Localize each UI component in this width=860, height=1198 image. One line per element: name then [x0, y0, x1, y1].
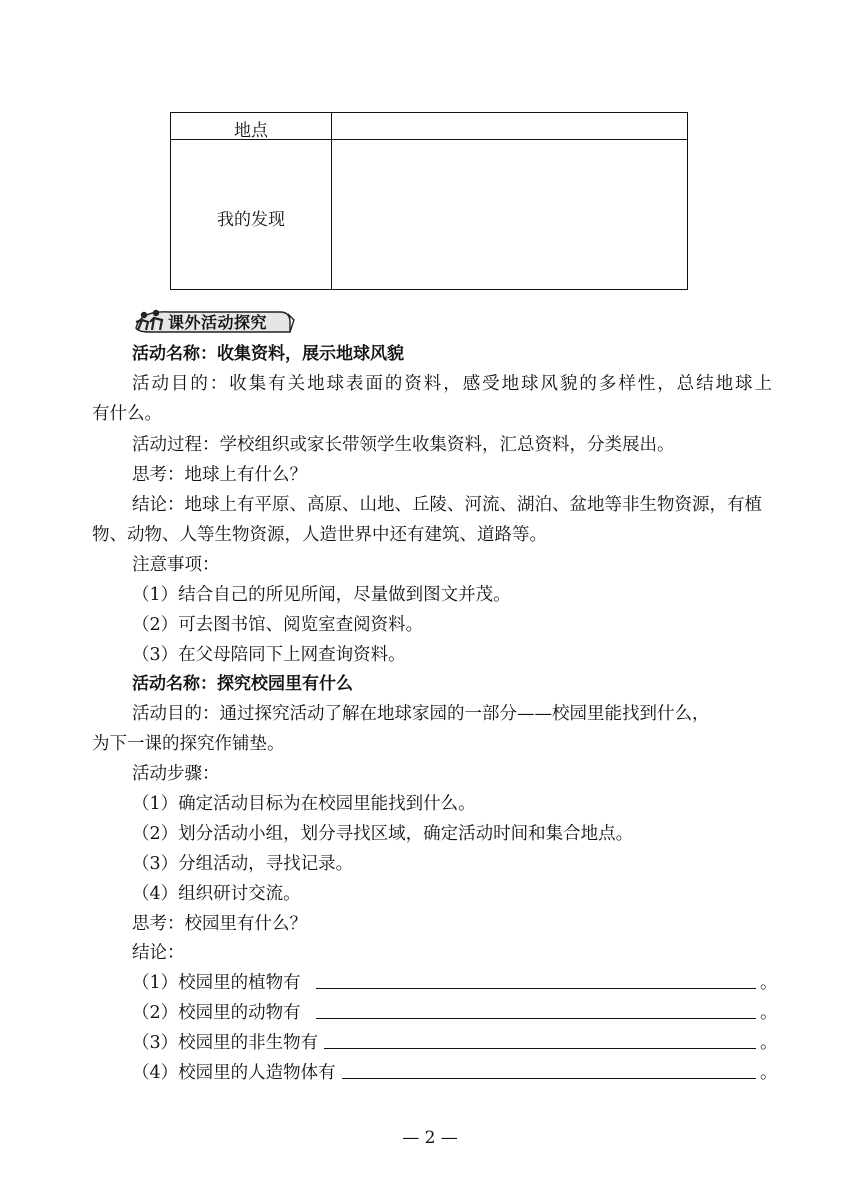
blank-nonliving-end: 。 [760, 1033, 778, 1053]
blank-plants-line[interactable] [316, 988, 756, 989]
activity2-think: 思考：校园里有什么？ [132, 914, 307, 934]
activity2-steps-title: 活动步骤： [132, 764, 220, 784]
activity2-name: 活动名称：探究校园里有什么 [132, 674, 353, 694]
activity1-note: （1）结合自己的所见所闻，尽量做到图文并茂。 [132, 585, 511, 605]
blank-nonliving-prefix: （3）校园里的非生物有 [132, 1033, 319, 1053]
activity1-purpose-line1: 活动目的：收集有关地球表面的资料，感受地球风貌的多样性，总结地球上 [132, 374, 772, 394]
blank-nonliving-line[interactable] [324, 1048, 756, 1049]
findings-label: 我的发现 [217, 210, 285, 230]
activity1-name: 活动名称：收集资料，展示地球风貌 [132, 344, 404, 364]
activity1-note: （3）在父母陪同下上网查询资料。 [132, 645, 406, 665]
blank-manmade-prefix: （4）校园里的人造物体有 [132, 1063, 336, 1083]
table-divider [331, 113, 332, 289]
observation-table [170, 112, 688, 290]
activity2-step: （4）组织研讨交流。 [132, 884, 301, 904]
activity1-note: （2）可去图书馆、阅览室查阅资料。 [132, 615, 424, 635]
activity1-conclusion-line2: 物、动物、人等生物资源，人造世界中还有建筑、道路等。 [92, 525, 547, 545]
activity2-step: （3）分组活动，寻找记录。 [132, 854, 354, 874]
location-label: 地点 [234, 121, 268, 141]
page-number: — 2 — [402, 1128, 458, 1148]
activity2-conclusion-title: 结论： [132, 943, 185, 963]
blank-manmade-end: 。 [760, 1063, 778, 1083]
activity2-step: （1）确定活动目标为在校园里能找到什么。 [132, 794, 476, 814]
blank-plants-prefix: （1）校园里的植物有 [132, 973, 301, 993]
section-title: 课外活动探究 [168, 313, 268, 332]
section-header [130, 306, 300, 336]
activity2-purpose-line2: 为下一课的探究作铺垫。 [92, 734, 285, 754]
activity1-process: 活动过程：学校组织或家长带领学生收集资料，汇总资料，分类展出。 [132, 435, 675, 455]
activity2-purpose-line1: 活动目的：通过探究活动了解在地球家园的一部分——校园里能找到什么， [132, 704, 710, 724]
activity1-conclusion-line1: 结论：地球上有平原、高原、山地、丘陵、河流、湖泊、盆地等非生物资源，有植 [132, 495, 762, 515]
activity1-think: 思考：地球上有什么？ [132, 465, 307, 485]
blank-animals-prefix: （2）校园里的动物有 [132, 1003, 301, 1023]
blank-animals-line[interactable] [316, 1018, 756, 1019]
blank-animals-end: 。 [760, 1003, 778, 1023]
blank-plants-end: 。 [760, 973, 778, 993]
activity1-notes-title: 注意事项： [132, 555, 220, 575]
blank-manmade-line[interactable] [342, 1078, 756, 1079]
activity1-purpose-line2: 有什么。 [92, 404, 162, 424]
activity2-step: （2）划分活动小组，划分寻找区域，确定活动时间和集合地点。 [132, 824, 634, 844]
